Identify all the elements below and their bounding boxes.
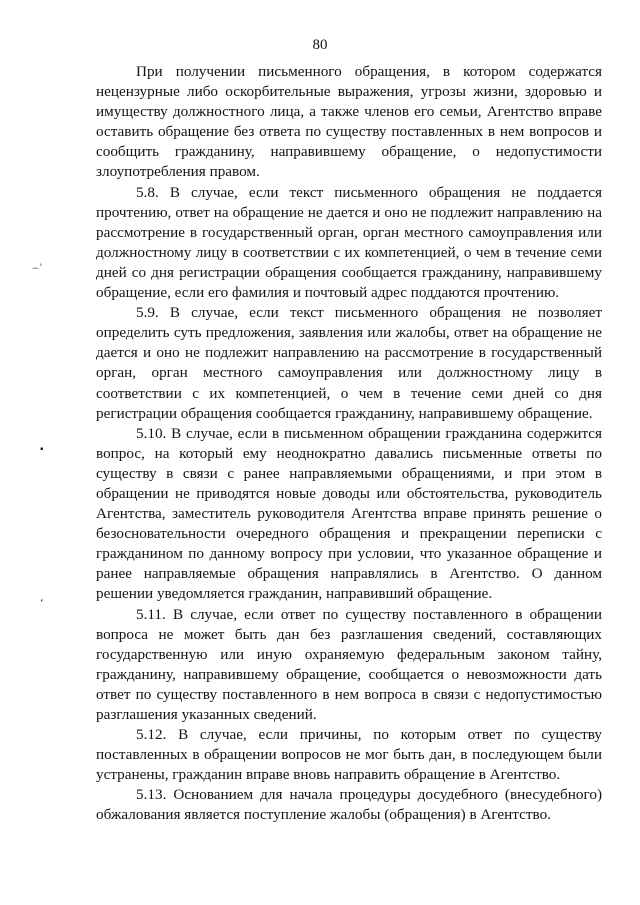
scan-speck-mark: ʻ	[40, 597, 44, 609]
paragraph-5-9: 5.9. В случае, если текст письменного обращения не позволяет определить суть предложения, заявления или жалобы, ответ на обращение не дается и оно не подлежит направлению на рассмотрение в государственный орган, орган местного самоуправления или должностному лицу в соответствии с их компетенцией, о чем в течение семи дней со дня регистрации обращения сообщается гражданину, направившему обращение.	[96, 304, 602, 422]
page-number: 80	[312, 37, 328, 53]
paragraph-5-10: 5.10. В случае, если в письменном обращении гражданина содержится вопрос, на который ему неоднократно давались письменные ответы по существу в связи с ранее направляемыми обращениями, и при этом в обращении не приводятся новые доводы или обстоятельства, руководитель Агентства, заместитель руководителя Агентства вправе принять решение о безосновательности очередного обращения и прекращении переписки с гражданином по данному вопросу при условии, что указанное обращение и ранее направляемые обращения направлялись в Агентство. О данном решении уведомляется гражданин, направивший обращение.	[96, 424, 602, 603]
paragraph-intro: При получении письменного обращения, в котором содержатся нецензурные либо оскорбительные выражения, угрозы жизни, здоровью и имуществу должностного лица, а также членов его семьи, Агентство вправе оставить обращение без ответа по существу поставленных в нем вопросов и сообщить гражданину, направившему обращение, о недопустимости злоупотребления правом.	[96, 63, 602, 181]
paragraph-5-12: 5.12. В случае, если причины, по которым ответ по существу поставленных в обращении вопросов не мог быть дан, в последующем были устранены, гражданин вправе вновь направить обращение в Агентство.	[96, 726, 602, 784]
paragraph-5-13: 5.13. Основанием для начала процедуры досудебного (внесудебного) обжалования является поступление жалобы (обращения) в Агентство.	[96, 786, 602, 824]
scan-speck-mark: ▪	[40, 444, 44, 455]
paragraph-5-8: 5.8. В случае, если текст письменного обращения не поддается прочтению, ответ на обращение не дается и оно не подлежит направлению на рассмотрение в государственный орган, орган местного самоуправления или должностному лицу в соответствии с их компетенцией, о чем в течение семи дней со дня регистрации обращения сообщается гражданину, направившему обращение, если его фамилия и почтовый адрес поддаются прочтению.	[96, 183, 602, 302]
paragraph-5-11: 5.11. В случае, если ответ по существу поставленного в обращении вопроса не может быть дан без разглашения сведений, составляющих государственную или иную охраняемую федеральным законом тайну, гражданину, направившему обращение, сообщается о невозможности дать ответ по существу поставленного в нем вопроса в связи с недопустимостью разглашения указанных сведений.	[96, 605, 602, 723]
scan-speck-mark: −ʾ	[32, 261, 43, 275]
document-body	[96, 62, 602, 826]
